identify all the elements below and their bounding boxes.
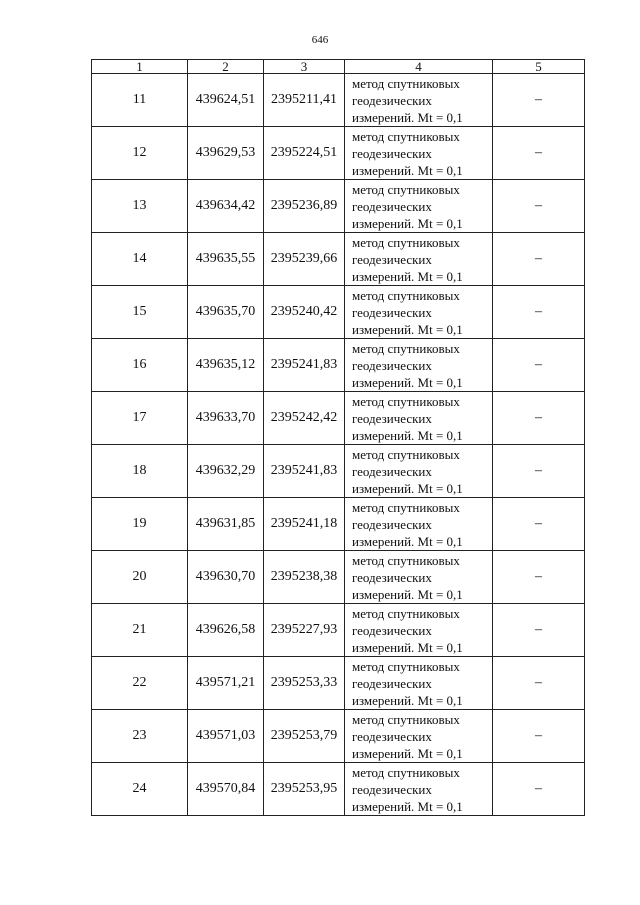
note-cell: –	[493, 233, 585, 286]
method-line: геодезических	[352, 410, 432, 426]
x-coordinate-cell: 439634,42	[188, 180, 264, 233]
x-coordinate-cell: 439626,58	[188, 604, 264, 657]
point-number-cell: 22	[92, 657, 188, 710]
method-line: геодезических	[352, 92, 432, 108]
method-line: измерений. Mt = 0,1	[352, 268, 463, 284]
method-line: измерений. Mt = 0,1	[352, 321, 463, 337]
method-cell	[345, 286, 493, 339]
point-number-cell: 14	[92, 233, 188, 286]
method-line: измерений. Mt = 0,1	[352, 480, 463, 496]
method-line: геодезических	[352, 569, 432, 585]
note-cell: –	[493, 763, 585, 816]
method-cell	[345, 498, 493, 551]
point-number-cell: 17	[92, 392, 188, 445]
method-line: геодезических	[352, 728, 432, 744]
header-col-5: 5	[493, 60, 585, 74]
method-cell	[345, 339, 493, 392]
note-cell: –	[493, 127, 585, 180]
coordinates-table	[91, 59, 585, 816]
x-coordinate-cell: 439632,29	[188, 445, 264, 498]
table-row	[92, 180, 585, 233]
method-line: метод спутниковых	[352, 658, 460, 674]
point-number-cell: 20	[92, 551, 188, 604]
point-number-cell: 19	[92, 498, 188, 551]
point-number-cell: 12	[92, 127, 188, 180]
x-coordinate-cell: 439630,70	[188, 551, 264, 604]
table-row	[92, 392, 585, 445]
method-cell	[345, 392, 493, 445]
note-cell: –	[493, 180, 585, 233]
page-number: 646	[311, 34, 329, 46]
table-row	[92, 710, 585, 763]
method-line: метод спутниковых	[352, 340, 460, 356]
point-number-cell: 13	[92, 180, 188, 233]
point-number-cell: 21	[92, 604, 188, 657]
table-row	[92, 551, 585, 604]
method-line: метод спутниковых	[352, 128, 460, 144]
method-line: геодезических	[352, 516, 432, 532]
method-line: геодезических	[352, 622, 432, 638]
point-number-cell: 18	[92, 445, 188, 498]
note-cell: –	[493, 392, 585, 445]
table-row	[92, 74, 585, 127]
method-cell	[345, 180, 493, 233]
point-number-cell: 23	[92, 710, 188, 763]
method-line: измерений. Mt = 0,1	[352, 215, 463, 231]
method-line: метод спутниковых	[352, 75, 460, 91]
method-line: метод спутниковых	[352, 711, 460, 727]
note-cell: –	[493, 551, 585, 604]
x-coordinate-cell: 439570,84	[188, 763, 264, 816]
table-header	[92, 60, 585, 74]
note-cell: –	[493, 339, 585, 392]
point-number-cell: 11	[92, 74, 188, 127]
note-cell: –	[493, 74, 585, 127]
note-cell: –	[493, 657, 585, 710]
header-col-4: 4	[345, 60, 493, 74]
method-line: метод спутниковых	[352, 552, 460, 568]
y-coordinate-cell: 2395241,83	[264, 445, 345, 498]
table-row	[92, 445, 585, 498]
y-coordinate-cell: 2395227,93	[264, 604, 345, 657]
note-cell: –	[493, 498, 585, 551]
method-line: метод спутниковых	[352, 393, 460, 409]
method-line: геодезических	[352, 304, 432, 320]
method-line: измерений. Mt = 0,1	[352, 692, 463, 708]
header-col-3: 3	[264, 60, 345, 74]
method-line: геодезических	[352, 198, 432, 214]
y-coordinate-cell: 2395253,95	[264, 763, 345, 816]
point-number-cell: 16	[92, 339, 188, 392]
method-line: метод спутниковых	[352, 499, 460, 515]
note-cell: –	[493, 286, 585, 339]
x-coordinate-cell: 439571,21	[188, 657, 264, 710]
header-col-1: 1	[92, 60, 188, 74]
method-cell	[345, 233, 493, 286]
method-line: геодезических	[352, 251, 432, 267]
method-cell	[345, 551, 493, 604]
method-line: геодезических	[352, 357, 432, 373]
point-number-cell: 15	[92, 286, 188, 339]
y-coordinate-cell: 2395241,83	[264, 339, 345, 392]
method-cell	[345, 657, 493, 710]
y-coordinate-cell: 2395238,38	[264, 551, 345, 604]
table-row	[92, 604, 585, 657]
method-line: метод спутниковых	[352, 287, 460, 303]
method-cell	[345, 763, 493, 816]
method-line: измерений. Mt = 0,1	[352, 374, 463, 390]
method-line: измерений. Mt = 0,1	[352, 586, 463, 602]
method-line: геодезических	[352, 781, 432, 797]
y-coordinate-cell: 2395241,18	[264, 498, 345, 551]
method-line: метод спутниковых	[352, 446, 460, 462]
table-row	[92, 233, 585, 286]
method-cell	[345, 445, 493, 498]
method-line: измерений. Mt = 0,1	[352, 109, 463, 125]
method-line: метод спутниковых	[352, 605, 460, 621]
method-line: измерений. Mt = 0,1	[352, 533, 463, 549]
method-line: метод спутниковых	[352, 234, 460, 250]
method-line: измерений. Mt = 0,1	[352, 162, 463, 178]
y-coordinate-cell: 2395236,89	[264, 180, 345, 233]
y-coordinate-cell: 2395211,41	[264, 74, 345, 127]
y-coordinate-cell: 2395239,66	[264, 233, 345, 286]
x-coordinate-cell: 439635,12	[188, 339, 264, 392]
y-coordinate-cell: 2395253,79	[264, 710, 345, 763]
method-line: геодезических	[352, 675, 432, 691]
method-line: измерений. Mt = 0,1	[352, 798, 463, 814]
y-coordinate-cell: 2395253,33	[264, 657, 345, 710]
point-number-cell: 24	[92, 763, 188, 816]
table-row	[92, 286, 585, 339]
method-cell	[345, 127, 493, 180]
x-coordinate-cell: 439635,70	[188, 286, 264, 339]
table-body	[92, 74, 585, 816]
note-cell: –	[493, 604, 585, 657]
method-cell	[345, 74, 493, 127]
y-coordinate-cell: 2395240,42	[264, 286, 345, 339]
method-line: геодезических	[352, 463, 432, 479]
table-row	[92, 127, 585, 180]
note-cell: –	[493, 445, 585, 498]
header-row	[92, 60, 585, 74]
x-coordinate-cell: 439629,53	[188, 127, 264, 180]
x-coordinate-cell: 439571,03	[188, 710, 264, 763]
header-col-2: 2	[188, 60, 264, 74]
method-line: метод спутниковых	[352, 764, 460, 780]
method-cell	[345, 604, 493, 657]
x-coordinate-cell: 439624,51	[188, 74, 264, 127]
table-row	[92, 339, 585, 392]
table-row	[92, 498, 585, 551]
table-row	[92, 657, 585, 710]
method-line: измерений. Mt = 0,1	[352, 639, 463, 655]
y-coordinate-cell: 2395224,51	[264, 127, 345, 180]
method-cell	[345, 710, 493, 763]
x-coordinate-cell: 439635,55	[188, 233, 264, 286]
note-cell: –	[493, 710, 585, 763]
method-line: измерений. Mt = 0,1	[352, 745, 463, 761]
x-coordinate-cell: 439631,85	[188, 498, 264, 551]
x-coordinate-cell: 439633,70	[188, 392, 264, 445]
method-line: геодезических	[352, 145, 432, 161]
y-coordinate-cell: 2395242,42	[264, 392, 345, 445]
method-line: измерений. Mt = 0,1	[352, 427, 463, 443]
table-row	[92, 763, 585, 816]
method-line: метод спутниковых	[352, 181, 460, 197]
